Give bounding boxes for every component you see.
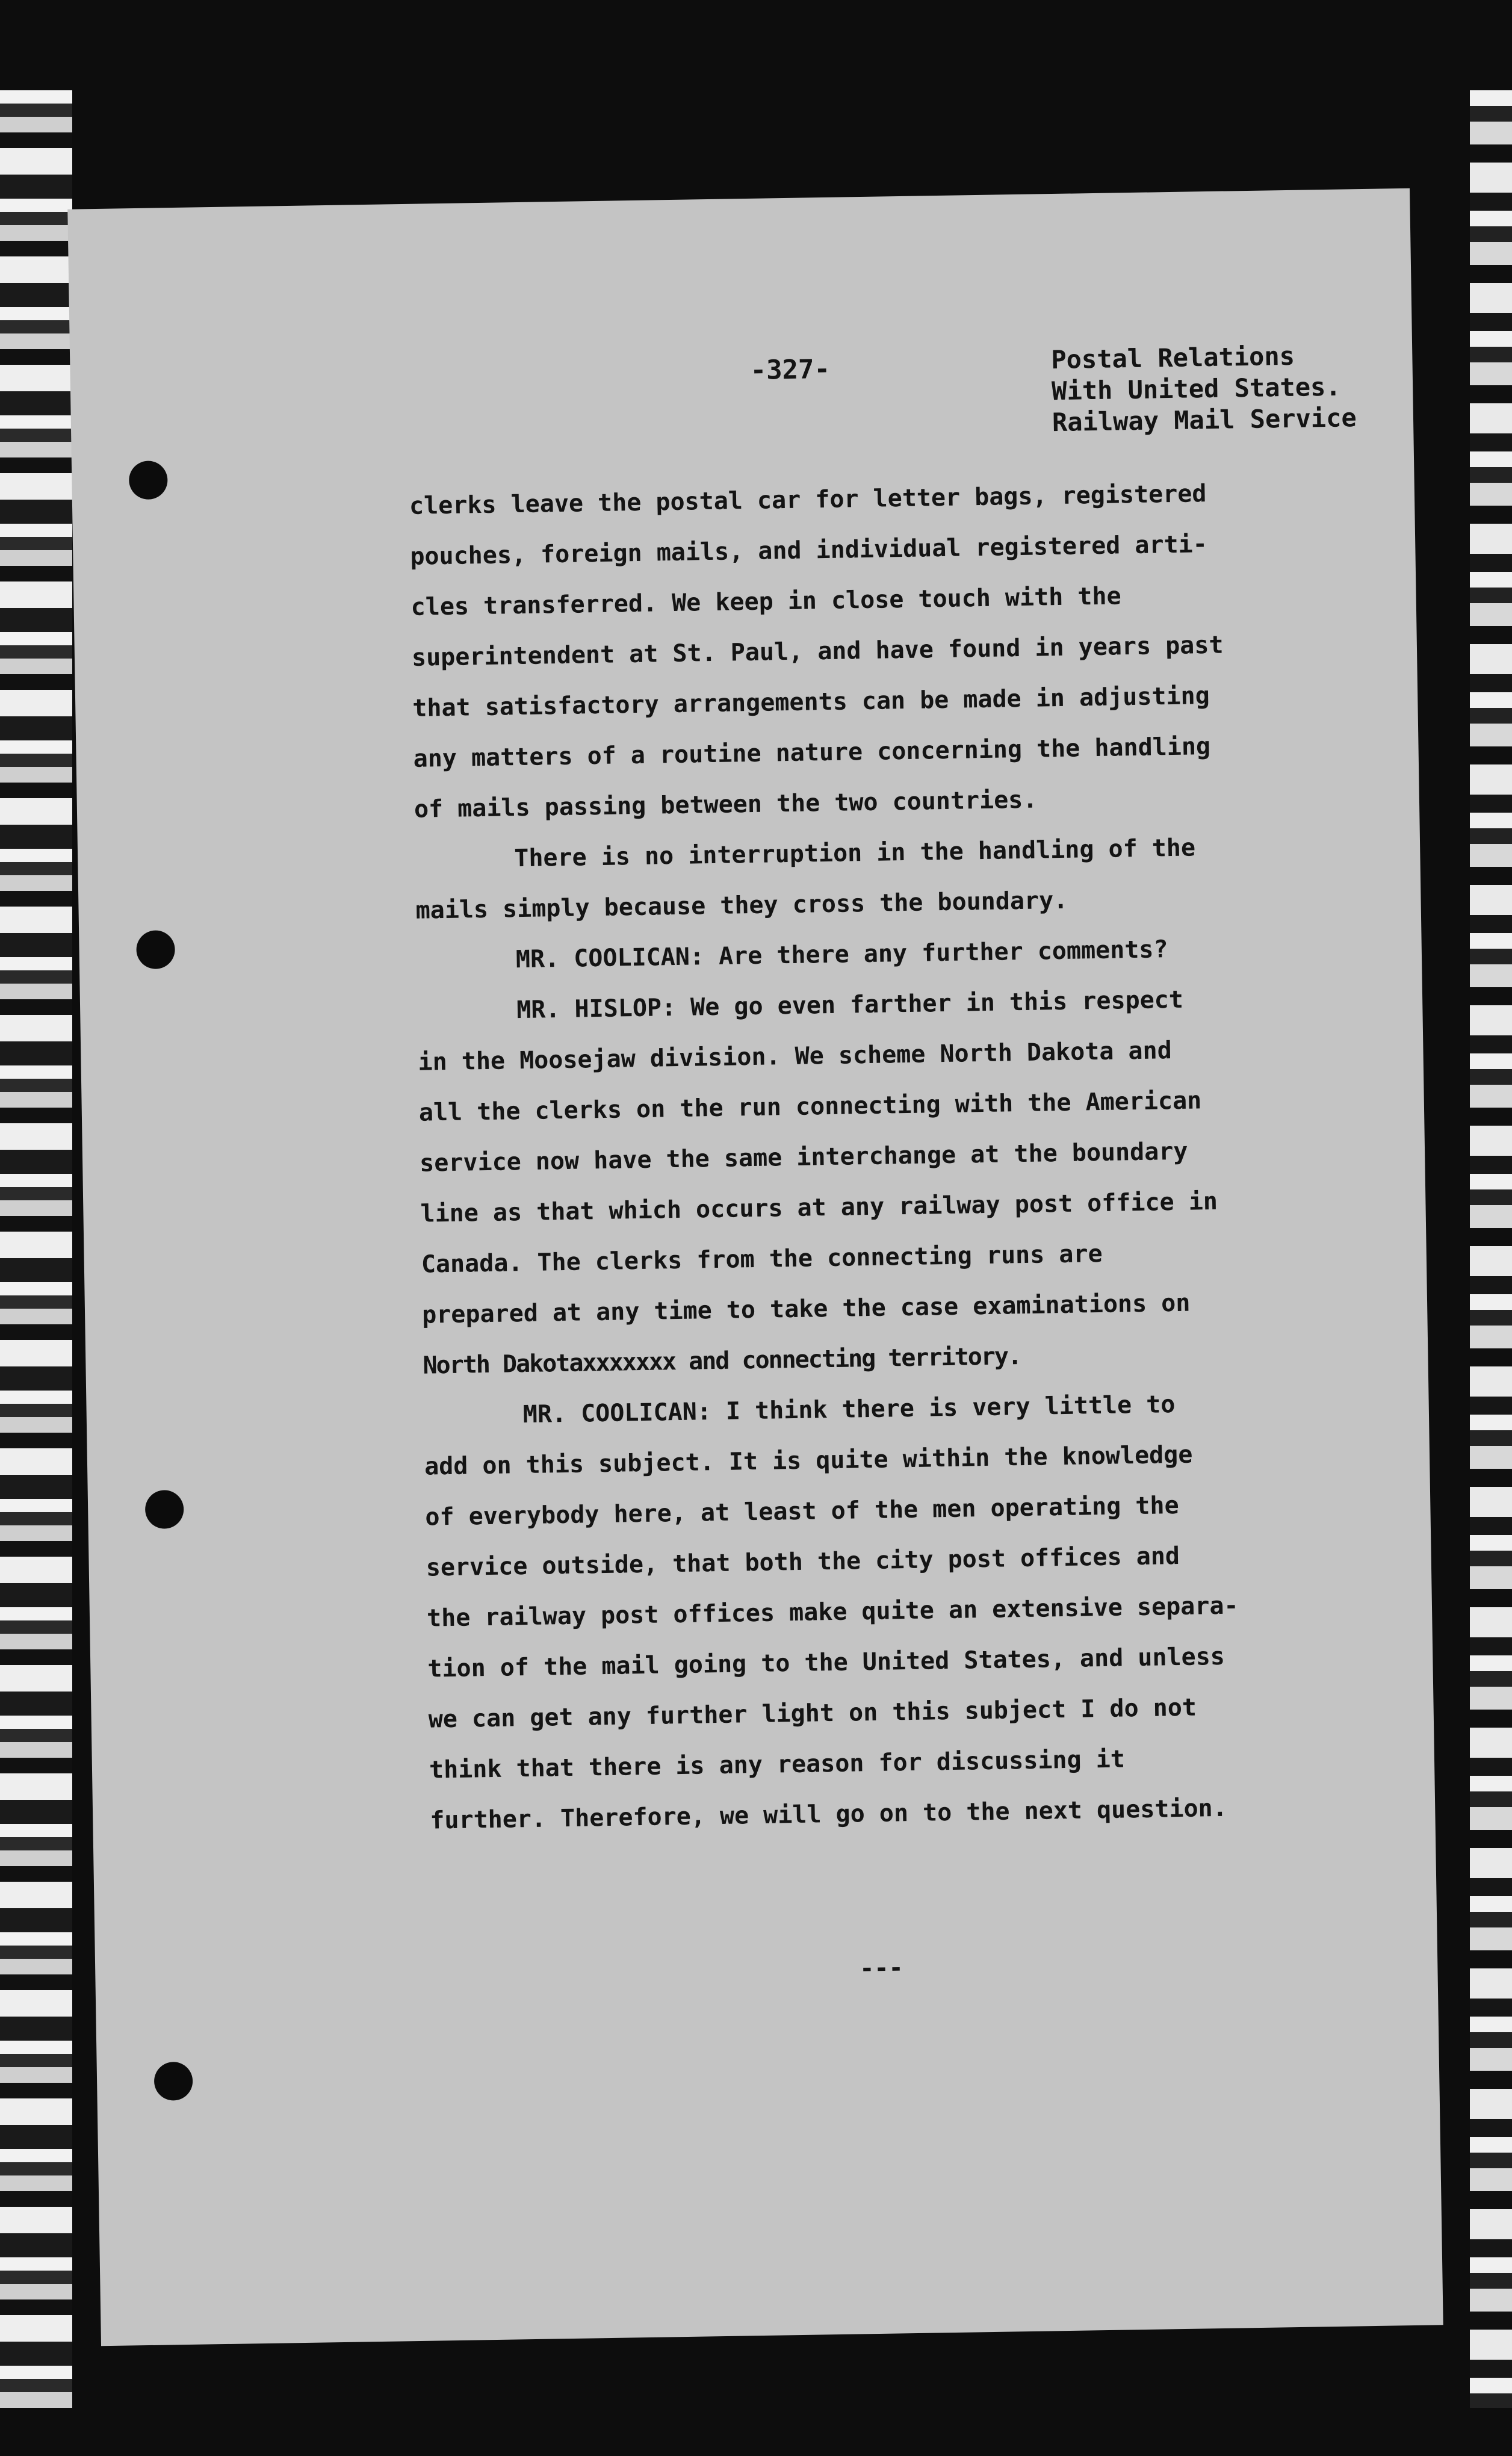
paragraph xyxy=(417,971,1398,1391)
heading-line: With United States. xyxy=(1051,371,1341,406)
film-edge-right xyxy=(1470,90,1512,2408)
text-line: of everybody here, at least of the men operating the xyxy=(425,1492,1179,1531)
text-line: superintendent at St. Paul, and have found in years past xyxy=(411,631,1224,672)
text-line: that satisfactory arrangements can be made in adjusting xyxy=(412,682,1210,722)
punch-hole xyxy=(145,1490,184,1529)
text-line: service now have the same interchange at the boundary xyxy=(419,1137,1188,1177)
page-number: -327- xyxy=(750,353,831,386)
punch-hole xyxy=(129,460,168,500)
text-line: line as that which occurs at any railway post office in xyxy=(420,1187,1218,1228)
punch-hole xyxy=(154,2062,193,2101)
text-line: mails simply because they cross the boundary. xyxy=(415,886,1068,925)
punch-hole xyxy=(136,930,175,969)
paragraph xyxy=(409,465,1389,834)
text-line: add on this subject. It is quite within the knowledge xyxy=(424,1440,1193,1481)
heading-line: Postal Relations xyxy=(1050,341,1295,375)
section-heading xyxy=(1051,340,1357,438)
text-line: in the Moosejaw division. We scheme North Dakota and xyxy=(418,1037,1173,1076)
text-line: pouches, foreign mails, and individual registered arti- xyxy=(410,530,1208,571)
text-line: prepared at any time to take the case examinations on xyxy=(421,1289,1191,1329)
text-line: we can get any further light on this subject I do not xyxy=(428,1693,1197,1734)
separator: --- xyxy=(859,1954,903,1983)
text-line: all the clerks on the run connecting with the American xyxy=(418,1087,1202,1127)
text-line: service outside, that both the city post offices and xyxy=(426,1542,1180,1582)
text-line: think that there is any reason for discussing it xyxy=(429,1745,1126,1784)
text-line: Canada. The clerks from the connecting runs are xyxy=(421,1239,1103,1279)
text-line: the railway post offices make quite an extensive separa- xyxy=(426,1592,1239,1633)
text-line: tion of the mail going to the United States, and unless xyxy=(427,1642,1225,1683)
text-line: MR. COOLICAN: Are there any further comments? xyxy=(515,935,1168,974)
film-edge-left xyxy=(0,90,72,2408)
text-line: MR. COOLICAN: I think there is very little to xyxy=(522,1391,1176,1429)
text-line: North Dakotaxxxxxxx and connecting territory. xyxy=(423,1342,1021,1380)
text-line: There is no interruption in the handling of the xyxy=(513,834,1196,873)
paragraph xyxy=(415,819,1391,935)
text-line: any matters of a routine nature concerning the handling xyxy=(413,733,1211,773)
text-line: of mails passing between the two countries. xyxy=(414,786,1038,823)
paragraph xyxy=(423,1375,1405,1846)
body-text xyxy=(409,465,1405,1846)
text-line: MR. HISLOP: We go even farther in this respect xyxy=(516,985,1184,1025)
heading-line: Railway Mail Service xyxy=(1052,403,1357,438)
text-line: cles transferred. We keep in close touch with the xyxy=(411,582,1121,621)
text-line: further. Therefore, we will go on to the next question. xyxy=(430,1794,1228,1835)
document-page xyxy=(67,188,1443,2346)
text-line: clerks leave the postal car for letter bags, registered xyxy=(409,480,1207,520)
